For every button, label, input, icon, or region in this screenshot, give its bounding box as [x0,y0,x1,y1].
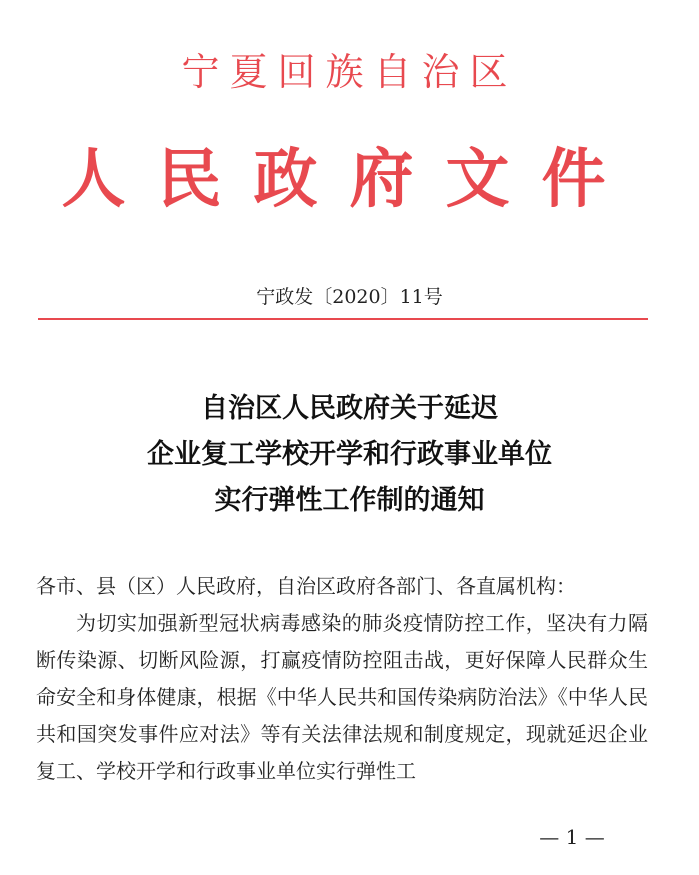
red-separator-line [38,318,648,320]
title-line-1: 自治区人民政府关于延迟 [201,393,498,424]
body-paragraph: 为切实加强新型冠状病毒感染的肺炎疫情防控工作，坚决有力隔断传染源、切断风险源，打赢疫情防控阻击战，更好保障人民群众生命安全和身体健康，根据《中华人民共和国传染病防治法》《中华人民共和国突发事件应对法》等有关法律法规和制度规定，现就延迟企业复工、学校开学和行政事业单位实行弹性工 [36,611,648,783]
title-line-2: 企业复工学校开学和行政事业单位 [147,439,552,470]
document-number: 宁政发〔2020〕11号 [256,286,443,308]
document-body [36,568,648,790]
document-title [0,386,699,524]
title-line-3: 实行弹性工作制的通知 [214,485,485,516]
page-number: — 1 — [539,825,605,849]
issuer-line2: 人民政府文件 [61,142,638,217]
addressee: 各市、县（区）人民政府，自治区政府各部门、各直属机构： [36,574,576,598]
issuer-line1: 宁夏回族自治区 [181,50,518,94]
